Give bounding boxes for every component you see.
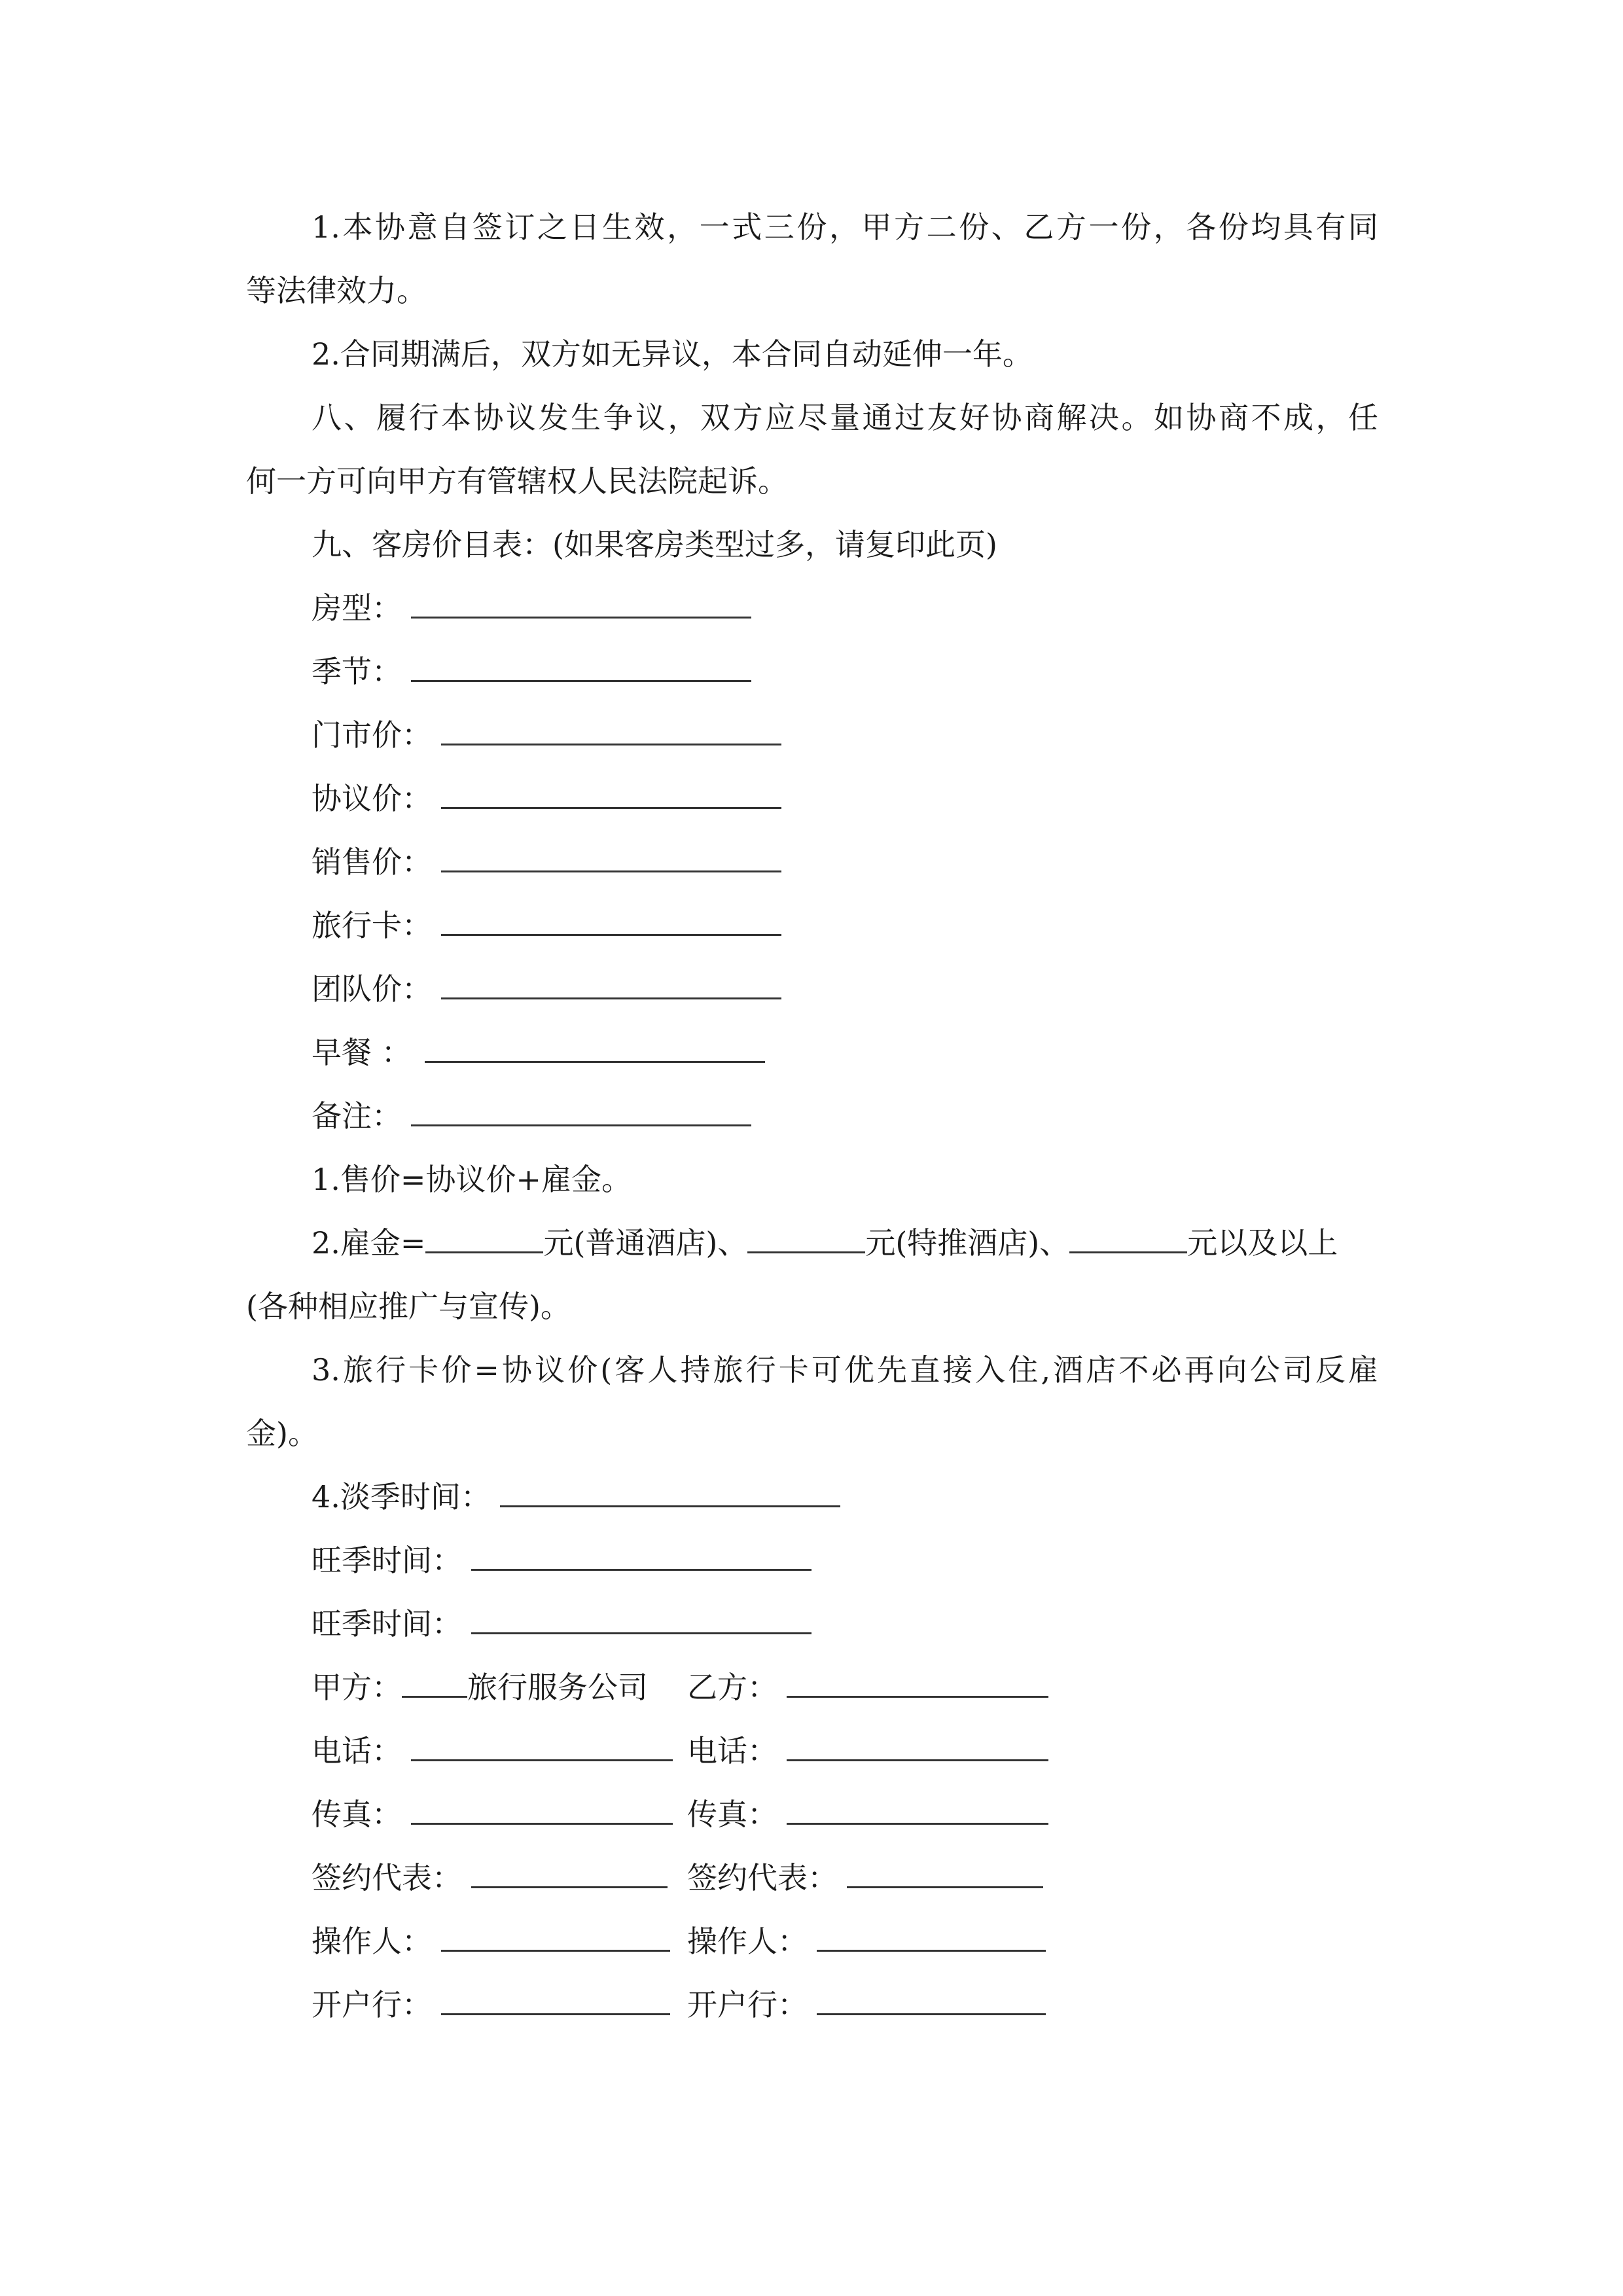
operator-b-blank[interactable] xyxy=(817,1924,1046,1952)
phone-a-field xyxy=(312,1730,673,1772)
remarks-label: 备注： xyxy=(312,1098,402,1134)
clause-9: 九、客房价目表：(如果客房类型过多，请复印此页) xyxy=(312,527,997,562)
note-2-a: 元(普通酒店)、 xyxy=(543,1225,748,1261)
peak-season-label-2: 旺季时间： xyxy=(312,1606,462,1641)
room-type-field xyxy=(312,587,751,629)
sale-price-field xyxy=(312,841,781,883)
clause-8-line-2: 何一方可向甲方有管辖权人民法院起诉。 xyxy=(246,463,788,499)
peak-season-label-1: 旺季时间： xyxy=(312,1543,462,1578)
rep-a-label: 签约代表： xyxy=(312,1860,462,1895)
room-type-blank[interactable] xyxy=(411,590,751,619)
bank-a-blank[interactable] xyxy=(441,1987,670,2015)
door-price-blank[interactable] xyxy=(441,717,781,745)
season-label: 季节： xyxy=(312,654,402,689)
fax-b-field xyxy=(687,1793,1048,1835)
phone-a-label: 电话： xyxy=(312,1733,402,1768)
operator-b-label: 操作人： xyxy=(687,1924,808,1959)
door-price-field xyxy=(312,714,781,756)
clause-1-line-2: 等法律效力。 xyxy=(246,273,427,308)
breakfast-blank[interactable] xyxy=(425,1035,765,1063)
bank-a-field xyxy=(312,1984,670,2026)
agreed-price-label: 协议价： xyxy=(312,781,432,816)
note-2-line-2: (各种相应推广与宣传)。 xyxy=(246,1289,571,1324)
fax-a-field xyxy=(312,1793,673,1835)
note-2-line-1 xyxy=(312,1222,1338,1264)
season-blank[interactable] xyxy=(411,654,751,682)
sale-price-blank[interactable] xyxy=(441,844,781,872)
peak-season-blank-1[interactable] xyxy=(471,1543,812,1571)
remarks-blank[interactable] xyxy=(411,1098,751,1126)
rep-b-label: 签约代表： xyxy=(687,1860,838,1895)
fax-b-blank[interactable] xyxy=(787,1797,1048,1825)
commission-extra-blank[interactable] xyxy=(1069,1225,1187,1253)
operator-a-label: 操作人： xyxy=(312,1924,432,1959)
off-season-blank[interactable] xyxy=(500,1479,840,1507)
fax-a-label: 传真： xyxy=(312,1797,402,1832)
travel-card-field xyxy=(312,905,781,946)
clause-8-line-1: 八、履行本协议发生争议，双方应尽量通过友好协商解决。如协商不成，任 xyxy=(312,400,1378,435)
season-field xyxy=(312,651,751,692)
operator-a-field xyxy=(312,1920,670,1962)
bank-b-blank[interactable] xyxy=(817,1987,1046,2015)
party-a-field xyxy=(312,1666,648,1708)
bank-b-field xyxy=(687,1984,1046,2026)
party-b-label: 乙方： xyxy=(687,1670,777,1705)
travel-card-label: 旅行卡： xyxy=(312,908,432,943)
party-b-blank[interactable] xyxy=(787,1670,1048,1698)
rep-a-blank[interactable] xyxy=(471,1860,668,1888)
peak-season-field-2 xyxy=(312,1603,812,1645)
breakfast-label: 早餐 ： xyxy=(312,1035,412,1070)
operator-b-field xyxy=(687,1920,1046,1962)
bank-a-label: 开户行： xyxy=(312,1987,432,2022)
phone-b-blank[interactable] xyxy=(787,1733,1048,1761)
rep-a-field xyxy=(312,1857,668,1899)
sale-price-label: 销售价： xyxy=(312,844,432,880)
agreed-price-blank[interactable] xyxy=(441,781,781,809)
clause-2: 2.合同期满后，双方如无异议，本合同自动延伸一年。 xyxy=(312,336,1033,372)
bank-b-label: 开户行： xyxy=(687,1987,808,2022)
peak-season-field-1 xyxy=(312,1539,812,1581)
agreed-price-field xyxy=(312,778,781,819)
note-2-b: 元(特推酒店)、 xyxy=(865,1225,1070,1261)
operator-a-blank[interactable] xyxy=(441,1924,670,1952)
group-price-field xyxy=(312,968,781,1010)
rep-b-blank[interactable] xyxy=(847,1860,1043,1888)
party-a-label: 甲方： xyxy=(312,1670,402,1705)
commission-featured-blank[interactable] xyxy=(747,1225,865,1253)
party-b-field xyxy=(687,1666,1048,1708)
clause-1-line-1: 1.本协意自签订之日生效，一式三份，甲方二份、乙方一份，各份均具有同 xyxy=(312,209,1378,245)
phone-b-label: 电话： xyxy=(687,1733,777,1768)
travel-card-blank[interactable] xyxy=(441,908,781,936)
fax-a-blank[interactable] xyxy=(411,1797,673,1825)
off-season-field xyxy=(312,1476,840,1518)
note-3-line-2: 金)。 xyxy=(246,1416,318,1451)
breakfast-field xyxy=(312,1031,765,1073)
phone-b-field xyxy=(687,1730,1048,1772)
commission-normal-blank[interactable] xyxy=(425,1225,543,1253)
note-1: 1.售价=协议价+雇金。 xyxy=(312,1162,632,1197)
phone-a-blank[interactable] xyxy=(411,1733,673,1761)
peak-season-blank-2[interactable] xyxy=(471,1606,812,1634)
note-2-prefix: 2.雇金= xyxy=(312,1225,426,1261)
note-3-line-1: 3.旅行卡价=协议价(客人持旅行卡可优先直接入住,酒店不必再向公司反雇 xyxy=(312,1352,1378,1388)
party-a-blank[interactable] xyxy=(402,1670,467,1698)
room-type-label: 房型： xyxy=(312,590,402,626)
fax-b-label: 传真： xyxy=(687,1797,777,1832)
group-price-blank[interactable] xyxy=(441,971,781,999)
door-price-label: 门市价： xyxy=(312,717,432,753)
remarks-field xyxy=(312,1095,751,1137)
group-price-label: 团队价： xyxy=(312,971,432,1007)
note-2-c: 元以及以上 xyxy=(1187,1225,1338,1261)
rep-b-field xyxy=(687,1857,1043,1899)
party-a-company: 旅行服务公司 xyxy=(467,1670,648,1705)
off-season-label: 4.淡季时间： xyxy=(312,1479,491,1515)
